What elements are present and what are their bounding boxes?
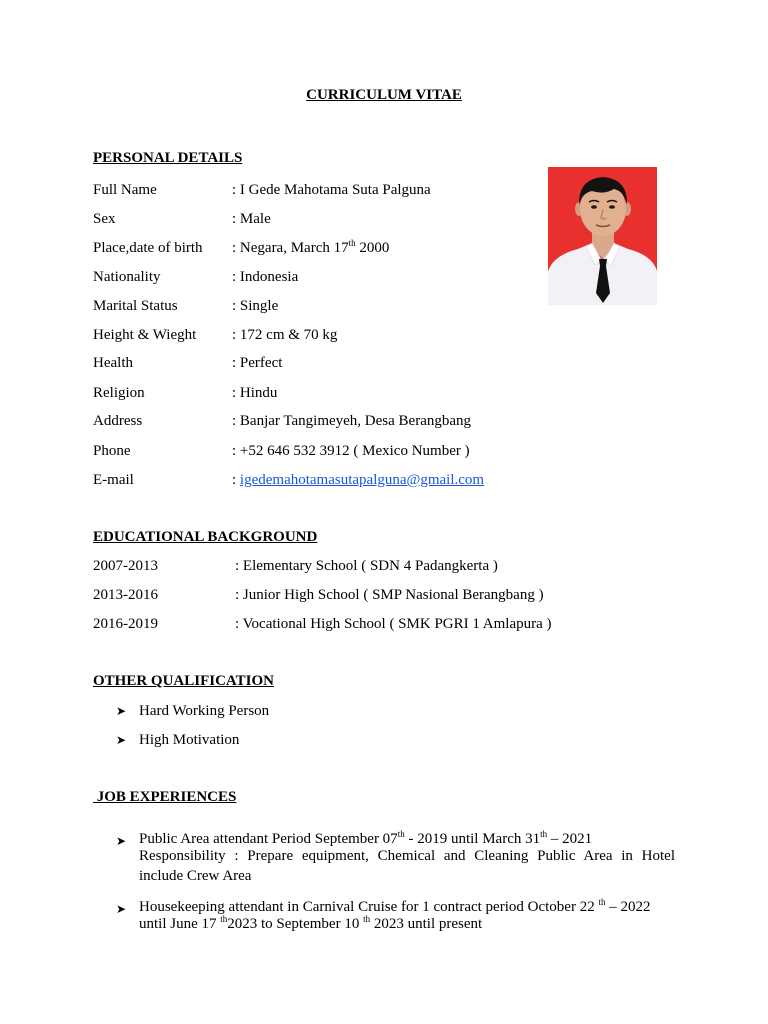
full-name-value: : I Gede Mahotama Suta Palguna	[232, 182, 431, 198]
marital-status-label: Marital Status	[93, 298, 178, 314]
education-school: : Elementary School ( SDN 4 Padangkerta )	[235, 558, 498, 574]
education-heading: EDUCATIONAL BACKGROUND	[93, 529, 318, 545]
email-value: : igedemahotamasutapalguna@gmail.com	[232, 472, 485, 488]
nationality-value: : Indonesia	[232, 269, 299, 285]
job-text	[139, 899, 675, 933]
qualification-text: High Motivation	[139, 732, 240, 748]
email-label: E-mail	[93, 472, 134, 488]
health-value: : Perfect	[232, 355, 283, 371]
address-value: : Banjar Tangimeyeh, Desa Berangbang	[232, 413, 472, 429]
nationality-label: Nationality	[93, 269, 161, 285]
address-label: Address	[93, 413, 143, 429]
job-experiences-heading: JOB EXPERIENCES	[93, 789, 237, 805]
profile-photo-icon	[548, 167, 657, 305]
arrow-bullet-icon: ➤	[116, 834, 127, 848]
education-years: 2016-2019	[93, 616, 158, 632]
height-weight-label: Height & Wieght	[93, 327, 197, 343]
marital-status-value: : Single	[232, 298, 279, 314]
profile-photo	[548, 167, 657, 305]
birth-label: Place,date of birth	[93, 240, 203, 256]
education-years: 2013-2016	[93, 587, 158, 603]
qualification-heading: OTHER QUALIFICATION	[93, 673, 274, 689]
job-period: Public Area attendant Period September 07th - 2019 until March 31th – 2021	[139, 829, 593, 847]
job-responsibility: Responsibility : Prepare equipment, Chemical and Cleaning Public Area in Hotel	[139, 848, 675, 864]
phone-value: : +52 646 532 3912 ( Mexico Number )	[232, 443, 470, 459]
health-label: Health	[93, 355, 133, 371]
job-responsibility-cont: include Crew Area	[139, 868, 252, 884]
job-period: Housekeeping attendant in Carnival Cruise for 1 contract period October 22 $^{th}$ – 2022	[139, 897, 651, 915]
arrow-bullet-icon: ➤	[116, 733, 127, 747]
phone-label: Phone	[93, 443, 131, 459]
education-years: 2007-2013	[93, 558, 158, 574]
arrow-bullet-icon: ➤	[116, 902, 127, 916]
page-title: CURRICULUM VITAE	[306, 87, 462, 103]
religion-label: Religion	[93, 385, 145, 401]
sex-value: : Male	[232, 211, 271, 227]
education-school: : Junior High School ( SMP Nasional Berangbang )	[235, 587, 544, 603]
job-period-cont: until June 17 $^{th}$2023 to September 10 $^{th}$ 2023 until present	[139, 914, 483, 932]
full-name-label: Full Name	[93, 182, 157, 198]
personal-details-heading: PERSONAL DETAILS	[93, 150, 243, 166]
arrow-bullet-icon: ➤	[116, 704, 127, 718]
job-text	[139, 831, 675, 887]
height-weight-value: : 172 cm & 70 kg	[232, 327, 338, 343]
email-link[interactable]: igedemahotamasutapalguna@gmail.com	[239, 472, 485, 488]
education-school: : Vocational High School ( SMK PGRI 1 Amlapura )	[235, 616, 552, 632]
religion-value: : Hindu	[232, 385, 278, 401]
qualification-text: Hard Working Person	[139, 703, 270, 719]
birth-value: : Negara, March 17th 2000	[232, 238, 390, 256]
sex-label: Sex	[93, 211, 116, 227]
